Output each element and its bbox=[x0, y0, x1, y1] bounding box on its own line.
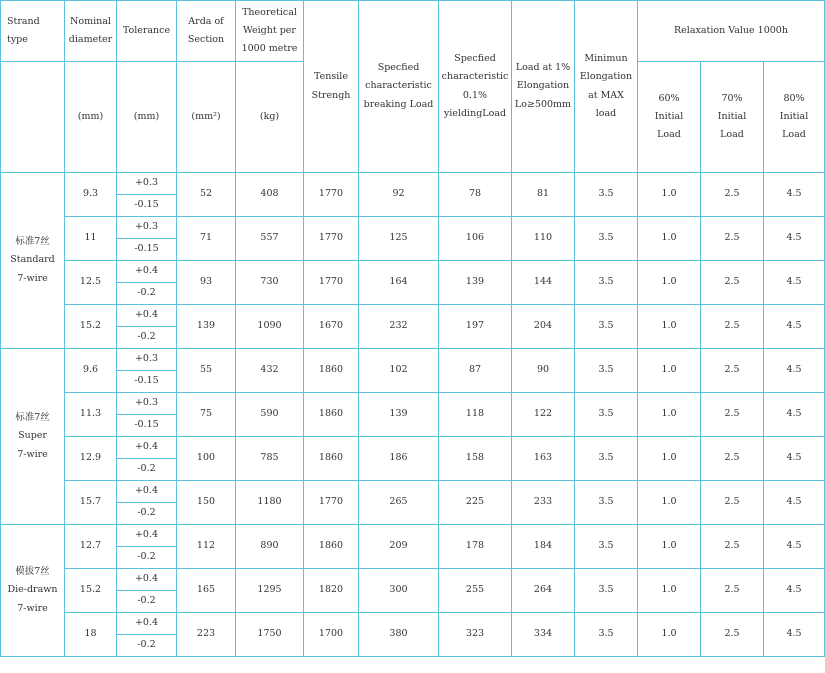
yielding-load-cell: 323 bbox=[439, 613, 512, 657]
header-nominal-diameter: Nominal diameter bbox=[65, 1, 117, 62]
area-cell: 139 bbox=[177, 305, 236, 349]
relax-80-cell: 4.5 bbox=[764, 437, 825, 481]
tolerance-minus-cell: -0.2 bbox=[117, 547, 177, 569]
strand-type-cell: 模拔7丝 Die-drawn 7-wire bbox=[1, 525, 65, 657]
breaking-load-cell: 92 bbox=[359, 173, 439, 217]
table-row bbox=[1, 217, 825, 239]
relax-60-cell: 1.0 bbox=[638, 569, 701, 613]
nominal-diameter-cell: 9.6 bbox=[65, 349, 117, 393]
table-row bbox=[1, 305, 825, 327]
weight-cell: 730 bbox=[236, 261, 304, 305]
header-relax-60: 60% Initial Load bbox=[638, 62, 701, 173]
nominal-diameter-cell: 11 bbox=[65, 217, 117, 261]
yielding-load-cell: 197 bbox=[439, 305, 512, 349]
breaking-load-cell: 232 bbox=[359, 305, 439, 349]
load-elongation-cell: 110 bbox=[512, 217, 575, 261]
tensile-cell: 1700 bbox=[304, 613, 359, 657]
header-weight: Theoretical Weight per 1000 metre bbox=[236, 1, 304, 62]
unit-tolerance: (mm) bbox=[117, 62, 177, 173]
breaking-load-cell: 186 bbox=[359, 437, 439, 481]
breaking-load-cell: 125 bbox=[359, 217, 439, 261]
relax-60-cell: 1.0 bbox=[638, 173, 701, 217]
relax-80-cell: 4.5 bbox=[764, 613, 825, 657]
min-elongation-cell: 3.5 bbox=[575, 613, 638, 657]
header-relaxation: Relaxation Value 1000h bbox=[638, 1, 825, 62]
tensile-cell: 1860 bbox=[304, 393, 359, 437]
yielding-load-cell: 158 bbox=[439, 437, 512, 481]
min-elongation-cell: 3.5 bbox=[575, 305, 638, 349]
tolerance-minus-cell: -0.15 bbox=[117, 371, 177, 393]
nominal-diameter-cell: 12.5 bbox=[65, 261, 117, 305]
min-elongation-cell: 3.5 bbox=[575, 393, 638, 437]
area-cell: 150 bbox=[177, 481, 236, 525]
breaking-load-cell: 209 bbox=[359, 525, 439, 569]
relax-60-cell: 1.0 bbox=[638, 481, 701, 525]
relax-70-cell: 2.5 bbox=[701, 173, 764, 217]
min-elongation-cell: 3.5 bbox=[575, 261, 638, 305]
tolerance-plus-cell: +0.3 bbox=[117, 349, 177, 371]
table-row bbox=[1, 393, 825, 415]
nominal-diameter-cell: 12.9 bbox=[65, 437, 117, 481]
table-row bbox=[1, 481, 825, 503]
relax-80-cell: 4.5 bbox=[764, 261, 825, 305]
tensile-cell: 1860 bbox=[304, 525, 359, 569]
load-elongation-cell: 204 bbox=[512, 305, 575, 349]
tolerance-plus-cell: +0.3 bbox=[117, 393, 177, 415]
min-elongation-cell: 3.5 bbox=[575, 481, 638, 525]
table-row bbox=[1, 525, 825, 547]
nominal-diameter-cell: 15.2 bbox=[65, 305, 117, 349]
header-strand-type: Strand type bbox=[1, 1, 65, 62]
header-tolerance: Tolerance bbox=[117, 1, 177, 62]
nominal-diameter-cell: 15.7 bbox=[65, 481, 117, 525]
nominal-diameter-cell: 12.7 bbox=[65, 525, 117, 569]
yielding-load-cell: 118 bbox=[439, 393, 512, 437]
tensile-cell: 1770 bbox=[304, 173, 359, 217]
tensile-cell: 1770 bbox=[304, 261, 359, 305]
min-elongation-cell: 3.5 bbox=[575, 525, 638, 569]
nominal-diameter-cell: 15.2 bbox=[65, 569, 117, 613]
tolerance-plus-cell: +0.4 bbox=[117, 569, 177, 591]
tolerance-minus-cell: -0.2 bbox=[117, 327, 177, 349]
nominal-diameter-cell: 9.3 bbox=[65, 173, 117, 217]
relax-60-cell: 1.0 bbox=[638, 305, 701, 349]
weight-cell: 1090 bbox=[236, 305, 304, 349]
tolerance-minus-cell: -0.15 bbox=[117, 195, 177, 217]
relax-80-cell: 4.5 bbox=[764, 481, 825, 525]
header-breaking-load: Specfied characteristic breaking Load bbox=[359, 1, 439, 173]
relax-60-cell: 1.0 bbox=[638, 525, 701, 569]
tolerance-plus-cell: +0.4 bbox=[117, 525, 177, 547]
area-cell: 100 bbox=[177, 437, 236, 481]
tensile-cell: 1860 bbox=[304, 437, 359, 481]
relax-60-cell: 1.0 bbox=[638, 393, 701, 437]
tensile-cell: 1670 bbox=[304, 305, 359, 349]
load-elongation-cell: 122 bbox=[512, 393, 575, 437]
tensile-cell: 1770 bbox=[304, 481, 359, 525]
tolerance-minus-cell: -0.2 bbox=[117, 283, 177, 305]
table-row bbox=[1, 437, 825, 459]
header-yielding-load: Specfied characteristic 0.1% yieldingLoad bbox=[439, 1, 512, 173]
area-cell: 112 bbox=[177, 525, 236, 569]
load-elongation-cell: 184 bbox=[512, 525, 575, 569]
area-cell: 52 bbox=[177, 173, 236, 217]
load-elongation-cell: 334 bbox=[512, 613, 575, 657]
nominal-diameter-cell: 18 bbox=[65, 613, 117, 657]
unit-weight: (kg) bbox=[236, 62, 304, 173]
yielding-load-cell: 78 bbox=[439, 173, 512, 217]
relax-70-cell: 2.5 bbox=[701, 261, 764, 305]
unit-strand-type bbox=[1, 62, 65, 173]
relax-80-cell: 4.5 bbox=[764, 173, 825, 217]
relax-60-cell: 1.0 bbox=[638, 261, 701, 305]
weight-cell: 1750 bbox=[236, 613, 304, 657]
relax-60-cell: 1.0 bbox=[638, 217, 701, 261]
relax-70-cell: 2.5 bbox=[701, 481, 764, 525]
yielding-load-cell: 225 bbox=[439, 481, 512, 525]
weight-cell: 785 bbox=[236, 437, 304, 481]
relax-70-cell: 2.5 bbox=[701, 305, 764, 349]
yielding-load-cell: 255 bbox=[439, 569, 512, 613]
header-tensile: Tensile Strengh bbox=[304, 1, 359, 173]
weight-cell: 408 bbox=[236, 173, 304, 217]
tolerance-minus-cell: -0.2 bbox=[117, 459, 177, 481]
tensile-cell: 1860 bbox=[304, 349, 359, 393]
tolerance-minus-cell: -0.15 bbox=[117, 415, 177, 437]
load-elongation-cell: 81 bbox=[512, 173, 575, 217]
yielding-load-cell: 178 bbox=[439, 525, 512, 569]
breaking-load-cell: 164 bbox=[359, 261, 439, 305]
tolerance-plus-cell: +0.3 bbox=[117, 217, 177, 239]
load-elongation-cell: 163 bbox=[512, 437, 575, 481]
header-load-elongation: Load at 1% Elongation Lo≥500mm bbox=[512, 1, 575, 173]
relax-70-cell: 2.5 bbox=[701, 349, 764, 393]
tolerance-minus-cell: -0.2 bbox=[117, 635, 177, 657]
area-cell: 75 bbox=[177, 393, 236, 437]
table-row bbox=[1, 261, 825, 283]
strand-type-cell: 标准7丝 Super 7-wire bbox=[1, 349, 65, 525]
table-row bbox=[1, 613, 825, 635]
tolerance-plus-cell: +0.4 bbox=[117, 305, 177, 327]
relax-70-cell: 2.5 bbox=[701, 613, 764, 657]
relax-70-cell: 2.5 bbox=[701, 217, 764, 261]
weight-cell: 432 bbox=[236, 349, 304, 393]
header-relax-70: 70% Initial Load bbox=[701, 62, 764, 173]
tolerance-minus-cell: -0.2 bbox=[117, 503, 177, 525]
tolerance-minus-cell: -0.15 bbox=[117, 239, 177, 261]
breaking-load-cell: 265 bbox=[359, 481, 439, 525]
tensile-cell: 1770 bbox=[304, 217, 359, 261]
breaking-load-cell: 102 bbox=[359, 349, 439, 393]
relax-70-cell: 2.5 bbox=[701, 437, 764, 481]
relax-80-cell: 4.5 bbox=[764, 569, 825, 613]
weight-cell: 590 bbox=[236, 393, 304, 437]
weight-cell: 1180 bbox=[236, 481, 304, 525]
relax-80-cell: 4.5 bbox=[764, 305, 825, 349]
relax-80-cell: 4.5 bbox=[764, 393, 825, 437]
min-elongation-cell: 3.5 bbox=[575, 173, 638, 217]
header-min-elongation: Minimun Elongation at MAX load bbox=[575, 1, 638, 173]
relax-60-cell: 1.0 bbox=[638, 349, 701, 393]
weight-cell: 890 bbox=[236, 525, 304, 569]
relax-60-cell: 1.0 bbox=[638, 613, 701, 657]
relax-70-cell: 2.5 bbox=[701, 569, 764, 613]
nominal-diameter-cell: 11.3 bbox=[65, 393, 117, 437]
yielding-load-cell: 139 bbox=[439, 261, 512, 305]
relax-80-cell: 4.5 bbox=[764, 217, 825, 261]
tolerance-plus-cell: +0.4 bbox=[117, 481, 177, 503]
min-elongation-cell: 3.5 bbox=[575, 217, 638, 261]
breaking-load-cell: 139 bbox=[359, 393, 439, 437]
yielding-load-cell: 106 bbox=[439, 217, 512, 261]
load-elongation-cell: 264 bbox=[512, 569, 575, 613]
area-cell: 71 bbox=[177, 217, 236, 261]
area-cell: 93 bbox=[177, 261, 236, 305]
min-elongation-cell: 3.5 bbox=[575, 437, 638, 481]
weight-cell: 557 bbox=[236, 217, 304, 261]
header-relax-80: 80% Initial Load bbox=[764, 62, 825, 173]
min-elongation-cell: 3.5 bbox=[575, 569, 638, 613]
tolerance-plus-cell: +0.3 bbox=[117, 173, 177, 195]
tolerance-minus-cell: -0.2 bbox=[117, 591, 177, 613]
strand-type-cell: 标准7丝 Standard 7-wire bbox=[1, 173, 65, 349]
table-row bbox=[1, 349, 825, 371]
area-cell: 165 bbox=[177, 569, 236, 613]
relax-80-cell: 4.5 bbox=[764, 349, 825, 393]
load-elongation-cell: 233 bbox=[512, 481, 575, 525]
tolerance-plus-cell: +0.4 bbox=[117, 437, 177, 459]
area-cell: 55 bbox=[177, 349, 236, 393]
breaking-load-cell: 380 bbox=[359, 613, 439, 657]
tolerance-plus-cell: +0.4 bbox=[117, 613, 177, 635]
unit-diameter: (mm) bbox=[65, 62, 117, 173]
load-elongation-cell: 90 bbox=[512, 349, 575, 393]
yielding-load-cell: 87 bbox=[439, 349, 512, 393]
relax-70-cell: 2.5 bbox=[701, 393, 764, 437]
tensile-cell: 1820 bbox=[304, 569, 359, 613]
header-row bbox=[1, 1, 825, 62]
header-area: Arda of Section bbox=[177, 1, 236, 62]
tolerance-plus-cell: +0.4 bbox=[117, 261, 177, 283]
min-elongation-cell: 3.5 bbox=[575, 349, 638, 393]
table-row bbox=[1, 569, 825, 591]
area-cell: 223 bbox=[177, 613, 236, 657]
relax-60-cell: 1.0 bbox=[638, 437, 701, 481]
table-row bbox=[1, 173, 825, 195]
unit-area: (mm²) bbox=[177, 62, 236, 173]
weight-cell: 1295 bbox=[236, 569, 304, 613]
relax-80-cell: 4.5 bbox=[764, 525, 825, 569]
load-elongation-cell: 144 bbox=[512, 261, 575, 305]
breaking-load-cell: 300 bbox=[359, 569, 439, 613]
relax-70-cell: 2.5 bbox=[701, 525, 764, 569]
